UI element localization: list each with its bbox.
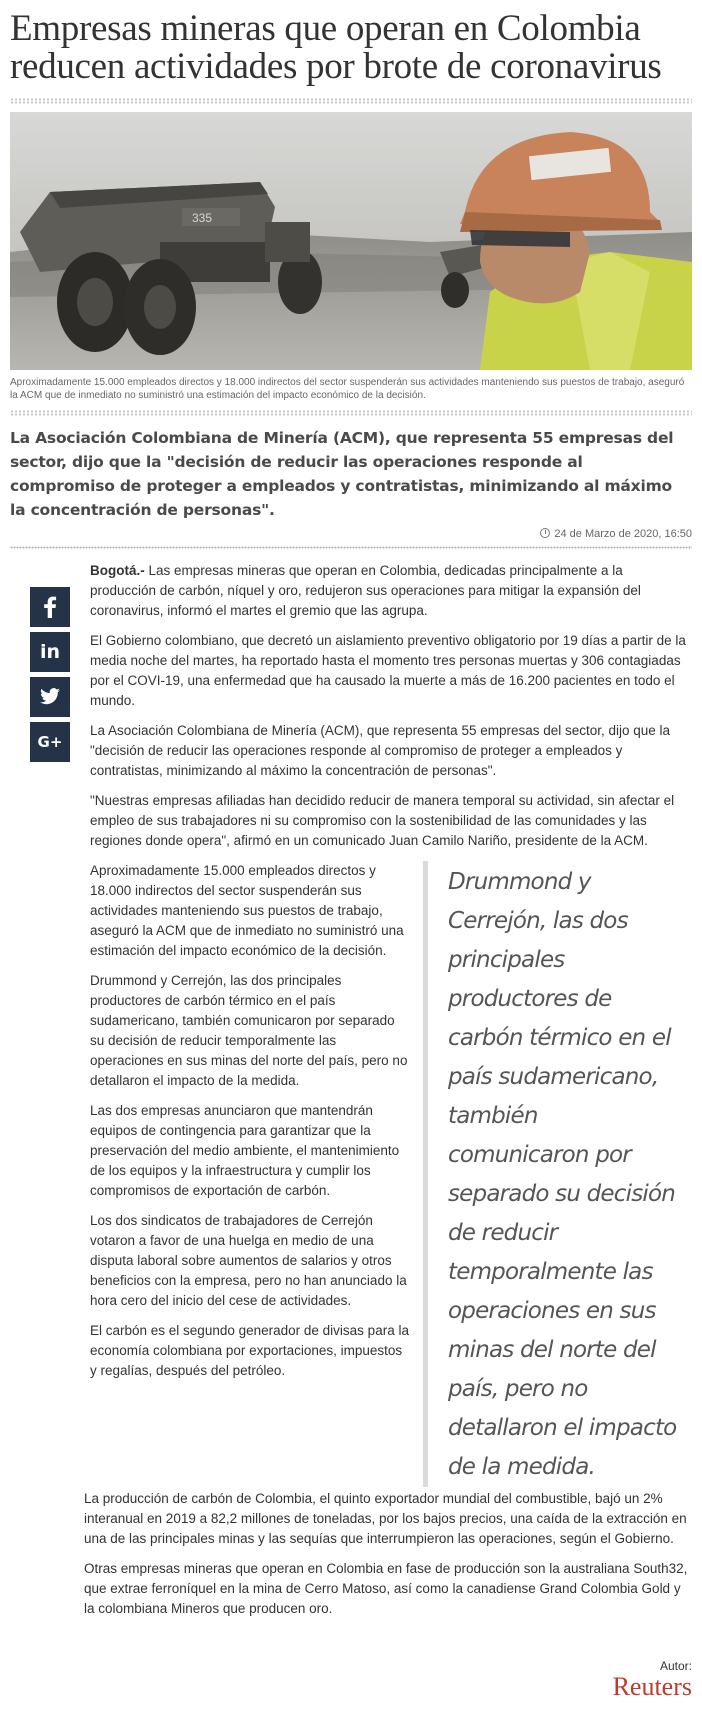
author-source[interactable]: Reuters [612, 1672, 692, 1701]
share-linkedin-button[interactable] [30, 632, 70, 672]
paragraph: La Asociación Colombiana de Minería (ACM), que representa 55 empresas del sector, dijo que la "decisión de reducir las operaciones responde al compromiso de proteger a empleados y contratistas, minimizando al máximo la concentración de personas". [90, 723, 671, 778]
clock-icon [540, 528, 550, 538]
share-googleplus-button[interactable] [30, 722, 70, 762]
truck-number: 335 [192, 211, 213, 225]
share-twitter-button[interactable] [30, 677, 70, 717]
divider [10, 98, 692, 104]
paragraph: Bogotá.- Las empresas mineras que operan en Colombia, dedicadas principalmente a la producción de carbón, níquel y oro, redujeron sus operaciones para mitigar la expansión del coronavirus, informó el martes el gremio que las agrupa. [90, 563, 641, 618]
dateline-city: Bogotá.- [90, 563, 145, 578]
article-text-continued [10, 1489, 692, 1619]
author-block [10, 1659, 692, 1715]
twitter-icon [39, 688, 61, 706]
paragraph: El carbón es el segundo generador de divisas para la economía colombiana por exportaciones, impuestos y regalías, después del petróleo. [90, 1323, 409, 1378]
divider [10, 410, 692, 416]
paragraph: Los dos sindicatos de trabajadores de Cerrejón votaron a favor de una huelga en medio de una disputa laboral sobre aumentos de salarios y otros beneficios con la empresa, pero no han anunciado la hora cero del inicio del cese de actividades. [90, 1213, 407, 1308]
article-title: Empresas mineras que operan en Colombia reducen actividades por brote de coronavirus [10, 8, 662, 87]
two-column-section [90, 861, 692, 1487]
publish-date [10, 528, 692, 540]
googleplus-icon: G+ [37, 733, 63, 751]
article-body [10, 561, 692, 1487]
facebook-icon [40, 596, 60, 618]
left-column [90, 861, 411, 1487]
paragraph: Drummond y Cerrejón, las dos principales productores de carbón térmico en el país sudamericano, también comunicaron por separado su decisión de reducir temporalmente las operaciones en sus minas del norte del país, pero no detallaron el impacto de la medida. [90, 973, 408, 1088]
paragraph: Otras empresas mineras que operan en Colombia en fase de producción son la australiana South32, que extrae ferroníquel en la mina de Cerro Matoso, así como la canadiense Grand Colombia Gold y la colombiana Mineros que producen oro. [84, 1561, 688, 1616]
hero-image [10, 112, 692, 370]
divider [10, 546, 692, 549]
share-facebook-button[interactable] [30, 587, 70, 627]
paragraph: La producción de carbón de Colombia, el quinto exportador mundial del combustible, bajó un 2% interanual en 2019 a 82,2 millones de toneladas, por los bajos precios, una caída de la extracción en una de las principales minas y las sequías que interrumpieron las operaciones, según el Gobierno. [84, 1491, 687, 1546]
author-label: Autor: [659, 1659, 692, 1673]
article-text [90, 561, 692, 1487]
image-caption: Aproximadamente 15.000 empleados directos y 18.000 indirectos del sector suspenderán sus actividades manteniendo sus puestos de trabajo, aseguró la ACM que de inmediato no suministró una estimación del impacto económico de la decisión. [10, 377, 685, 401]
pull-quote [423, 861, 680, 1487]
linkedin-icon: in [39, 641, 61, 663]
paragraph: Aproximadamente 15.000 empleados directos y 18.000 indirectos del sector suspenderán sus actividades manteniendo sus puestos de trabajo, aseguró la ACM que de inmediato no suministró una estimación del impacto económico de la decisión. [90, 863, 404, 958]
paragraph: Las dos empresas anunciaron que mantendrán equipos de contingencia para garantizar que la preservación del medio ambiente, el mantenimiento de los equipos y la infraestructura y cumplir los compromisos de exportación de carbón. [90, 1103, 400, 1198]
share-bar [30, 587, 70, 767]
pull-quote-text: Drummond y Cerrejón, las dos principales productores de carbón térmico en el país sudamericano, también comunicaron por separado su decisión de reducir temporalmente las operaciones en sus minas del norte del país, pero no detallaron el impacto de la medida. [448, 869, 677, 1480]
paragraph: El Gobierno colombiano, que decretó un aislamiento preventivo obligatorio por 19 días a partir de la media noche del martes, ha reportado hasta el momento tres personas muertas y 306 contagiadas por el COVI-19, una enfermedad que ha causado la muerte a más de 16.200 pacientes en todo el mundo. [90, 633, 686, 708]
date-text: 24 de Marzo de 2020, 16:50 [554, 528, 692, 540]
paragraph: "Nuestras empresas afiliadas han decidido reducir de manera temporal su actividad, sin afectar el empleo de sus trabajadores ni su compromiso con la sostenibilidad de las comunidades y las regiones donde opera", afirmó en un comunicado Juan Camilo Nariño, presidente de la ACM. [90, 793, 675, 848]
article-lead: La Asociación Colombiana de Minería (ACM), que representa 55 empresas del sector, dijo que la "decisión de reducir las operaciones responde al compromiso de proteger a empleados y contratistas, minimizando al máximo la concentración de personas". [10, 429, 674, 519]
